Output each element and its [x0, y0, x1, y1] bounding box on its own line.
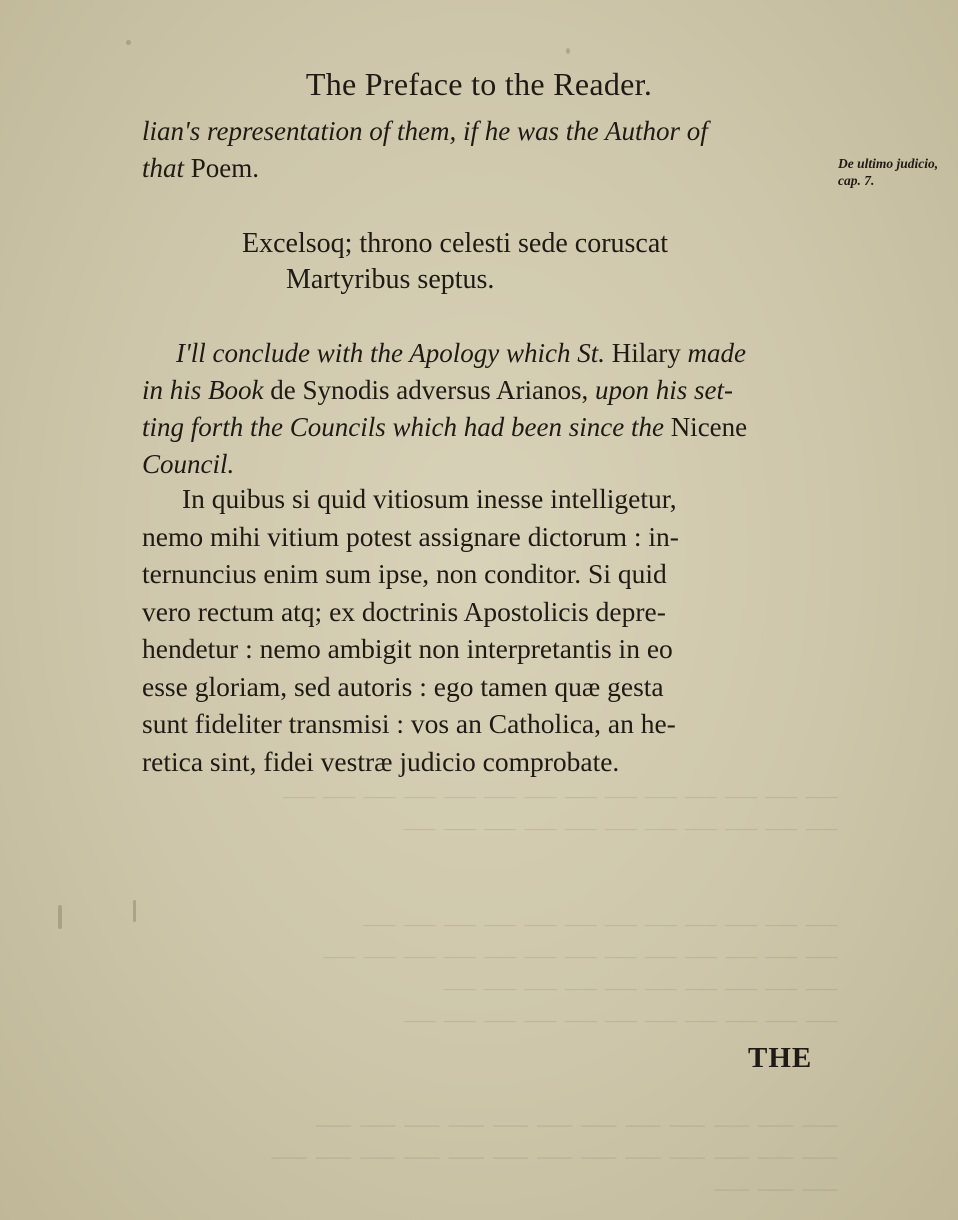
- ink-speck: [126, 40, 131, 45]
- paragraph-italic: made: [680, 338, 746, 368]
- latin-line: vero rectum atq; ex doctrinis Apostolicis depre-: [142, 595, 666, 627]
- paragraph-line: [142, 335, 842, 372]
- verse-quotation: [242, 226, 842, 298]
- apology-paragraph: [142, 335, 842, 483]
- intro-lines: [142, 113, 842, 187]
- latin-line: In quibus si quid vitiosum inesse intelligetur,: [182, 483, 677, 514]
- bleed-through-text: ⸺ ⸺ ⸺ ⸺ ⸺ ⸺ ⸺ ⸺ ⸺ ⸺ ⸺ ⸺ ⸺ ⸺ ⸺ ⸺ ⸺ ⸺ ⸺ ⸺ ⸺ ⸺ ⸺ ⸺ ⸺ ⸺ ⸺ ⸺ ⸺ ⸺ ⸺ ⸺ ⸺ ⸺ ⸺ ⸺ ⸺ ⸺ ⸺ ⸺ ⸺ ⸺ ⸺ ⸺ ⸺ ⸺ ⸺ ⸺ ⸺ ⸺ ⸺ ⸺ ⸺ ⸺ ⸺ ⸺ ⸺ ⸺ ⸺ ⸺ ⸺ ⸺ ⸺ ⸺ ⸺ ⸺ ⸺ ⸺ ⸺ ⸺ ⸺: [283, 784, 840, 1032]
- paragraph-italic: I'll conclude with the Apology which St.: [176, 338, 612, 368]
- margin-note: De ultimo judicio, cap. 7.: [838, 156, 939, 188]
- ink-speck: [58, 905, 62, 929]
- ink-speck: [566, 48, 570, 54]
- intro-line-1: lian's representation of them, if he was the Author of: [142, 116, 708, 146]
- paragraph-italic: upon his set-: [588, 375, 733, 405]
- latin-line: retica sint, fidei vestræ judicio comprobate.: [142, 745, 620, 777]
- intro-line-2-roman: Poem.: [184, 153, 260, 183]
- paragraph-line: [142, 446, 842, 483]
- catchword: THE: [748, 1042, 813, 1074]
- paragraph-roman: Hilary: [611, 338, 681, 368]
- paragraph-italic: ting forth the Councils which had been since the: [142, 412, 671, 442]
- paragraph-line: [142, 409, 842, 446]
- paragraph-roman: Nicene: [670, 412, 748, 442]
- latin-line: sunt fideliter transmisi : vos an Catholica, an he-: [142, 708, 676, 739]
- paragraph-italic: Council.: [142, 449, 235, 479]
- bleed-through-text: ⸺ ⸺ ⸺ ⸺ ⸺ ⸺ ⸺ ⸺ ⸺ ⸺ ⸺ ⸺ ⸺ ⸺ ⸺ ⸺ ⸺ ⸺ ⸺ ⸺ ⸺ ⸺ ⸺ ⸺ ⸺ ⸺ ⸺ ⸺: [272, 1113, 840, 1202]
- paragraph-line: [142, 372, 842, 409]
- latin-quotation: [142, 480, 842, 780]
- latin-line: nemo mihi vitium potest assignare dictorum : in-: [142, 520, 679, 552]
- latin-line: esse gloriam, sed autoris : ego tamen quæ gesta: [142, 670, 664, 702]
- latin-line: hendetur : nemo ambigit non interpretantis in eo: [142, 633, 673, 664]
- intro-line-2-italic: that: [142, 153, 185, 183]
- verse-line-2: Martyribus septus.: [286, 264, 495, 295]
- running-header: The Preface to the Reader.: [305, 66, 653, 102]
- latin-line: ternuncius enim sum ipse, non conditor. Si quid: [142, 558, 667, 589]
- ink-speck: [133, 900, 136, 922]
- paragraph-roman: de Synodis adversus Arianos,: [270, 375, 589, 405]
- verse-line-1: Excelsoq; throno celesti sede coruscat: [242, 228, 669, 259]
- paragraph-italic: in his Book: [142, 375, 271, 405]
